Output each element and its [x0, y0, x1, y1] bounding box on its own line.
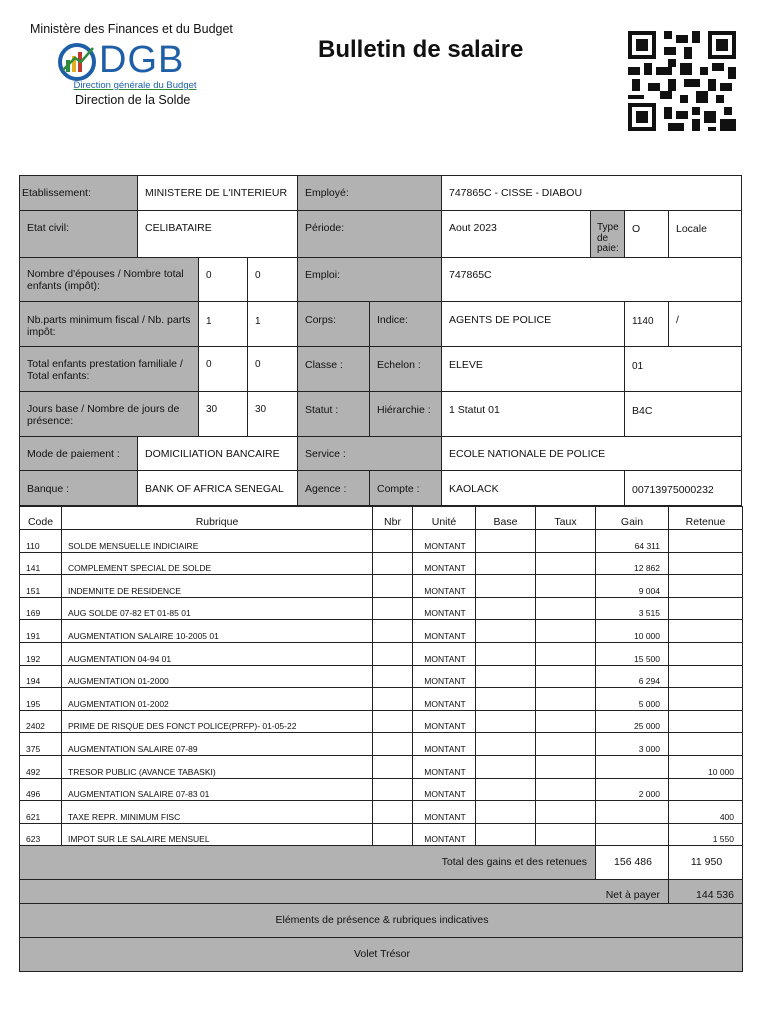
cell-rubrique: INDEMNITE DE RESIDENCE	[62, 575, 373, 598]
cell-nbr	[373, 642, 413, 665]
service-label: Service :	[297, 436, 442, 471]
cell-retenue	[669, 642, 743, 665]
cell-taux	[536, 755, 596, 778]
cell-unite: MONTANT	[413, 665, 476, 688]
etat-civil-label: Etat civil:	[19, 210, 138, 258]
cell-retenue	[669, 552, 743, 575]
cell-taux	[536, 552, 596, 575]
cell-rubrique: AUG SOLDE 07-82 ET 01-85 01	[62, 597, 373, 620]
dgb-logo	[55, 39, 211, 94]
hierarchie-value: B4C	[624, 391, 742, 437]
cell-code: 492	[20, 755, 62, 778]
cell-nbr	[373, 710, 413, 733]
table-row	[20, 733, 743, 756]
net-row	[20, 880, 743, 904]
employe-value: 747865C - CISSE - DIABOU	[441, 175, 742, 211]
total-label: Total des gains et des retenues	[20, 846, 596, 880]
tresor-section: Volet Trésor	[20, 938, 743, 972]
cell-taux	[536, 823, 596, 846]
cell-gain: 6 294	[596, 665, 669, 688]
mode-paiement-label: Mode de paiement :	[19, 436, 138, 471]
presence-section: Eléments de présence & rubriques indicatives	[20, 904, 743, 938]
cell-code: 169	[20, 597, 62, 620]
parts-min-value: 1	[198, 301, 248, 347]
cell-taux	[536, 665, 596, 688]
cell-base	[476, 755, 536, 778]
cell-taux	[536, 688, 596, 711]
document-header	[0, 0, 768, 150]
table-row	[20, 755, 743, 778]
statut-label: Statut :	[297, 391, 370, 437]
cell-base	[476, 778, 536, 801]
etablissement-value: MINISTERE DE L'INTERIEUR	[137, 175, 298, 211]
cell-base	[476, 597, 536, 620]
net-value: 144 536	[669, 880, 743, 904]
service-value: ECOLE NATIONALE DE POLICE	[441, 436, 742, 471]
qr-code-icon	[628, 30, 736, 132]
cell-gain: 25 000	[596, 710, 669, 733]
table-row	[20, 530, 743, 553]
cell-code: 195	[20, 688, 62, 711]
cell-base	[476, 575, 536, 598]
type-paie-value: O	[624, 210, 669, 258]
cell-taux	[536, 801, 596, 824]
etat-civil-value: CELIBATAIRE	[137, 210, 298, 258]
cell-nbr	[373, 620, 413, 643]
indice-extra: /	[668, 301, 742, 347]
agence-value: KAOLACK	[441, 470, 625, 506]
table-row	[20, 823, 743, 846]
cell-taux	[536, 733, 596, 756]
periode-label: Période:	[297, 210, 442, 258]
column-header-base: Base	[476, 507, 536, 530]
table-row	[20, 620, 743, 643]
cell-taux	[536, 530, 596, 553]
cell-gain	[596, 755, 669, 778]
presence-section-row	[20, 904, 743, 938]
cell-rubrique: TRESOR PUBLIC (AVANCE TABASKI)	[62, 755, 373, 778]
net-label: Net à payer	[20, 880, 669, 904]
banque-value: BANK OF AFRICA SENEGAL	[137, 470, 298, 506]
compte-label: Compte :	[369, 470, 442, 506]
cell-gain: 3 000	[596, 733, 669, 756]
pay-lines-body	[20, 530, 743, 846]
prestation-value: 0	[198, 346, 248, 392]
cell-rubrique: AUGMENTATION SALAIRE 07-89	[62, 733, 373, 756]
cell-retenue	[669, 597, 743, 620]
hierarchie-label: Hiérarchie :	[369, 391, 442, 437]
cell-gain: 64 311	[596, 530, 669, 553]
table-row	[20, 575, 743, 598]
cell-unite: MONTANT	[413, 801, 476, 824]
cell-code: 621	[20, 801, 62, 824]
cell-base	[476, 801, 536, 824]
column-header-unite: Unité	[413, 507, 476, 530]
table-row	[20, 801, 743, 824]
cell-code: 151	[20, 575, 62, 598]
cell-rubrique: AUGMENTATION 04-94 01	[62, 642, 373, 665]
cell-nbr	[373, 665, 413, 688]
echelon-label: Echelon :	[369, 346, 442, 392]
cell-unite: MONTANT	[413, 597, 476, 620]
cell-retenue: 10 000	[669, 755, 743, 778]
cell-nbr	[373, 530, 413, 553]
cell-nbr	[373, 823, 413, 846]
cell-base	[476, 620, 536, 643]
cell-gain: 15 500	[596, 642, 669, 665]
column-header-retenue: Retenue	[669, 507, 743, 530]
agence-label: Agence :	[297, 470, 370, 506]
emploi-label: Emploi:	[297, 257, 442, 302]
page-title: Bulletin de salaire	[318, 36, 524, 63]
cell-base	[476, 823, 536, 846]
column-header-taux: Taux	[536, 507, 596, 530]
cell-base	[476, 530, 536, 553]
cell-gain	[596, 801, 669, 824]
cell-taux	[536, 710, 596, 733]
cell-taux	[536, 642, 596, 665]
total-enfants-value: 0	[247, 346, 298, 392]
column-header-rubrique: Rubrique	[62, 507, 373, 530]
cell-unite: MONTANT	[413, 823, 476, 846]
cell-taux	[536, 597, 596, 620]
cell-gain: 5 000	[596, 688, 669, 711]
dgb-emblem-icon	[55, 42, 103, 82]
echelon-value: 01	[624, 346, 742, 392]
table-header-row	[20, 507, 743, 530]
cell-rubrique: AUGMENTATION 01-2002	[62, 688, 373, 711]
cell-rubrique: AUGMENTATION 01-2000	[62, 665, 373, 688]
cell-retenue	[669, 688, 743, 711]
cell-retenue	[669, 620, 743, 643]
cell-rubrique: COMPLEMENT SPECIAL DE SOLDE	[62, 552, 373, 575]
indice-label: Indice:	[369, 301, 442, 347]
cell-retenue	[669, 710, 743, 733]
cell-code: 141	[20, 552, 62, 575]
cell-unite: MONTANT	[413, 688, 476, 711]
cell-unite: MONTANT	[413, 755, 476, 778]
cell-nbr	[373, 755, 413, 778]
jours-label: Jours base / Nombre de jours de présence:	[19, 391, 199, 437]
total-row	[20, 846, 743, 880]
classe-value: ELEVE	[441, 346, 625, 392]
cell-rubrique: TAXE REPR. MINIMUM FISC	[62, 801, 373, 824]
cell-code: 2402	[20, 710, 62, 733]
cell-base	[476, 688, 536, 711]
cell-unite: MONTANT	[413, 620, 476, 643]
type-paie-label: Type de paie:	[590, 210, 625, 258]
ministry-name: Ministère des Finances et du Budget	[30, 22, 233, 36]
cell-nbr	[373, 688, 413, 711]
cell-code: 375	[20, 733, 62, 756]
corps-label: Corps:	[297, 301, 370, 347]
cell-gain: 9 004	[596, 575, 669, 598]
type-paie-scope: Locale	[668, 210, 742, 258]
cell-unite: MONTANT	[413, 778, 476, 801]
cell-retenue	[669, 733, 743, 756]
table-row	[20, 778, 743, 801]
cell-code: 192	[20, 642, 62, 665]
employe-label: Employé:	[297, 175, 442, 211]
cell-base	[476, 552, 536, 575]
cell-retenue	[669, 530, 743, 553]
cell-retenue: 1 550	[669, 823, 743, 846]
cell-taux	[536, 778, 596, 801]
cell-rubrique: SOLDE MENSUELLE INDICIAIRE	[62, 530, 373, 553]
cell-rubrique: PRIME DE RISQUE DES FONCT POLICE(PRFP)- 01-05-22	[62, 710, 373, 733]
cell-retenue	[669, 665, 743, 688]
cell-unite: MONTANT	[413, 552, 476, 575]
prestation-label: Total enfants prestation familiale / Total enfants:	[19, 346, 199, 392]
parts-label: Nb.parts minimum fiscal / Nb. parts impôt:	[19, 301, 199, 347]
direction-name: Direction de la Solde	[75, 93, 191, 107]
total-gain: 156 486	[596, 846, 669, 880]
column-header-nbr: Nbr	[373, 507, 413, 530]
emploi-value: 747865C	[441, 257, 742, 302]
compte-value: 00713975000232	[624, 470, 742, 506]
statut-value: 1 Statut 01	[441, 391, 625, 437]
cell-unite: MONTANT	[413, 710, 476, 733]
cell-nbr	[373, 552, 413, 575]
cell-gain: 2 000	[596, 778, 669, 801]
cell-unite: MONTANT	[413, 575, 476, 598]
parts-impot-value: 1	[247, 301, 298, 347]
etablissement-label: Etablissement:	[19, 175, 138, 211]
cell-base	[476, 665, 536, 688]
tresor-section-row	[20, 938, 743, 972]
enfants-impot-value: 0	[247, 257, 298, 302]
cell-base	[476, 710, 536, 733]
cell-code: 496	[20, 778, 62, 801]
table-row	[20, 665, 743, 688]
table-row	[20, 710, 743, 733]
total-retenue: 11 950	[669, 846, 743, 880]
cell-gain: 3 515	[596, 597, 669, 620]
cell-unite: MONTANT	[413, 530, 476, 553]
cell-rubrique: IMPOT SUR LE SALAIRE MENSUEL	[62, 823, 373, 846]
jours-presence-value: 30	[247, 391, 298, 437]
epouses-value: 0	[198, 257, 248, 302]
corps-value: AGENTS DE POLICE	[441, 301, 625, 347]
cell-nbr	[373, 597, 413, 620]
cell-code: 194	[20, 665, 62, 688]
logo-subtitle: Direction générale du Budget	[73, 80, 197, 91]
cell-rubrique: AUGMENTATION SALAIRE 10-2005 01	[62, 620, 373, 643]
banque-label: Banque :	[19, 470, 138, 506]
cell-gain	[596, 823, 669, 846]
column-header-code: Code	[20, 507, 62, 530]
cell-nbr	[373, 575, 413, 598]
jours-base-value: 30	[198, 391, 248, 437]
cell-taux	[536, 575, 596, 598]
cell-retenue	[669, 778, 743, 801]
cell-unite: MONTANT	[413, 733, 476, 756]
column-header-gain: Gain	[596, 507, 669, 530]
table-row	[20, 597, 743, 620]
mode-paiement-value: DOMICILIATION BANCAIRE	[137, 436, 298, 471]
cell-base	[476, 642, 536, 665]
logo-text: DGB	[99, 39, 185, 81]
cell-rubrique: AUGMENTATION SALAIRE 07-83 01	[62, 778, 373, 801]
cell-nbr	[373, 733, 413, 756]
cell-gain: 10 000	[596, 620, 669, 643]
cell-retenue	[669, 575, 743, 598]
periode-value: Aout 2023	[441, 210, 591, 258]
cell-code: 623	[20, 823, 62, 846]
indice-value: 1140	[624, 301, 669, 347]
cell-retenue: 400	[669, 801, 743, 824]
cell-nbr	[373, 778, 413, 801]
classe-label: Classe :	[297, 346, 370, 392]
table-row	[20, 642, 743, 665]
cell-code: 110	[20, 530, 62, 553]
cell-gain: 12 862	[596, 552, 669, 575]
cell-base	[476, 733, 536, 756]
pay-lines-table	[19, 506, 743, 972]
table-row	[20, 552, 743, 575]
cell-code: 191	[20, 620, 62, 643]
cell-nbr	[373, 801, 413, 824]
cell-unite: MONTANT	[413, 642, 476, 665]
epouses-label: Nombre d'épouses / Nombre total enfants (impôt):	[19, 257, 199, 302]
cell-taux	[536, 620, 596, 643]
table-row	[20, 688, 743, 711]
